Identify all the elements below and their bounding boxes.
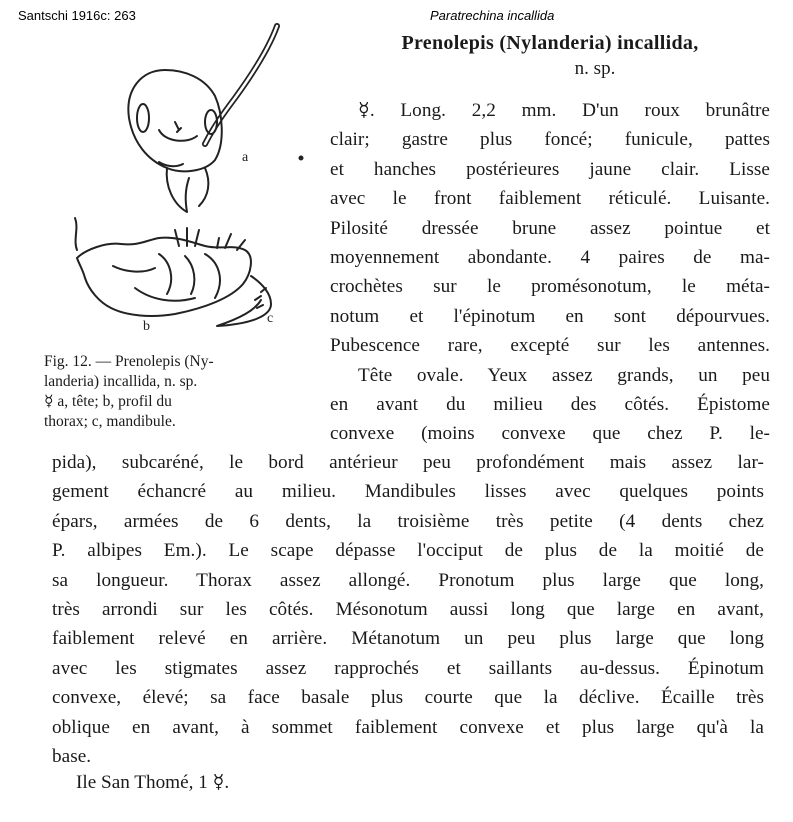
- text-line: convexe (moins convexe que chez P. le-: [330, 423, 770, 445]
- head-outline: [128, 70, 221, 171]
- species-title: Prenolepis (Nylanderia) incallida,: [401, 32, 699, 54]
- label-b: b: [143, 319, 150, 334]
- text-line: Pilosité dressée brune assez pointue et: [330, 217, 770, 239]
- text-line: avec le front faiblement réticulé. Luisante.: [330, 188, 770, 210]
- text-line: Pubescence rare, excepté sur les antennes.: [330, 335, 770, 357]
- text-line: très arrondi sur les côtés. Mésonotum aussi long que large en avant,: [52, 599, 764, 621]
- text-line: pida), subcaréné, le bord antérieur peu profondément mais assez lar-: [52, 452, 764, 473]
- label-c: c: [267, 311, 274, 326]
- text-line: oblique en avant, à sommet faiblement convexe et plus large qu'à la: [52, 716, 764, 738]
- ant-drawing: [55, 18, 315, 338]
- text-line: Tête ovale. Yeux assez grands, un peu: [358, 364, 770, 386]
- caption-line: thorax; c, mandibule.: [44, 413, 176, 430]
- text-line: en avant du milieu des côtés. Épistome: [330, 394, 770, 416]
- text-line: ☿. Long. 2,2 mm. D'un roux brunâtre: [358, 100, 770, 121]
- text-line: crochètes sur le promésonotum, le méta-: [330, 276, 770, 298]
- thorax-profile: [75, 218, 251, 316]
- text-line: avec les stigmates assez rapprochés et saillants au-dessus. Épinotum: [52, 657, 764, 679]
- species-heading: [330, 30, 770, 80]
- figure-illustration: [55, 18, 315, 338]
- text-line: gement échancré au milieu. Mandibules lisses avec quelques points: [52, 481, 764, 503]
- figure-caption: [44, 352, 324, 432]
- text-line: convexe, élevé; sa face basale plus courte que la déclive. Écaille très: [52, 687, 764, 709]
- description-right-column: [330, 96, 770, 449]
- text-line: faiblement relevé en arrière. Métanotum un peu plus large que long: [52, 628, 764, 650]
- text-line: base.: [52, 746, 92, 768]
- left-eye: [137, 104, 149, 132]
- species-subtitle: n. sp.: [574, 58, 616, 79]
- text-line: notum et l'épinotum en sont dépourvues.: [330, 305, 770, 327]
- text-line: P. albipes Em.). Le scape dépasse l'occiput de plus de la moitié de: [52, 540, 764, 562]
- caption-line: ☿ a, tête; b, profil du: [44, 393, 172, 410]
- citation-header: Santschi 1916c: 263: [18, 8, 136, 23]
- caption-line: Fig. 12. — Prenolepis (Ny-: [44, 353, 214, 370]
- text-line: sa longueur. Thorax assez allongé. Pronotum plus large que long,: [52, 569, 764, 591]
- type-locality: Ile San Thomé, 1 ☿.: [76, 772, 230, 793]
- text-line: et hanches postérieures jaune clair. Lisse: [330, 158, 770, 180]
- mandible-left: [167, 168, 189, 212]
- description-full-width: [52, 448, 764, 771]
- text-line: épars, armées de 6 dents, la troisième très petite (4 dents chez: [52, 510, 764, 532]
- mandible-right: [199, 168, 208, 206]
- label-a: a: [242, 150, 249, 165]
- text-line: moyennement abondante. 4 paires de ma-: [330, 247, 770, 269]
- text-line: clair; gastre plus foncé; funicule, pattes: [330, 129, 770, 151]
- taxon-header: Paratrechina incallida: [430, 8, 555, 23]
- caption-line: landeria) incallida, n. sp.: [44, 373, 198, 390]
